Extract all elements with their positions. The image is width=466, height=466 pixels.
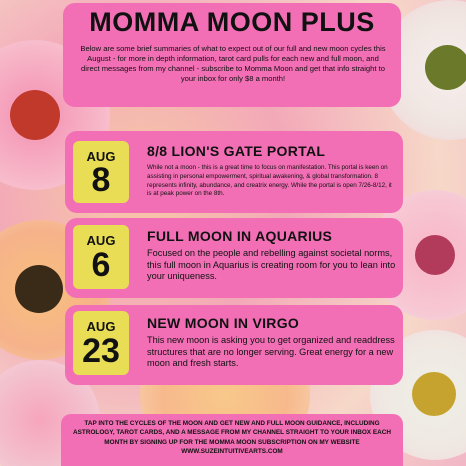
footer-text: [67, 419, 397, 457]
date-badge: [73, 141, 129, 203]
event-description: While not a moon - this is a great time to focus on manifestation. This portal is keen on assisting in personal empowerment, spiritual awakening, & global transformation. 8 represents infinity, abundance, and creatrix energy. While the portal is open 7/26-8/12, it is at peak power on the 8th.: [147, 164, 392, 198]
date-badge: [73, 225, 129, 289]
event-description: This new moon is asking you to get organized and readdress structures that are no longer serving. Great energy for a new moon and fresh starts.: [147, 335, 395, 369]
flower-center: [10, 90, 60, 140]
date-month: AUG: [86, 233, 116, 248]
date-day: 8: [91, 161, 111, 199]
page-title: MOMMA MOON PLUS: [89, 7, 375, 37]
date-badge: [73, 311, 129, 375]
date-month: AUG: [86, 149, 116, 164]
flower-center: [415, 235, 455, 275]
flower-center: [15, 265, 63, 313]
event-card-full-moon: [65, 218, 403, 298]
website-link[interactable]: WWW.SUZEINTUITIVEARTS.COM: [181, 448, 283, 456]
footer-message: TAP INTO THE CYCLES OF THE MOON AND GET NEW AND FULL MOON GUIDANCE, INCLUDING ASTROLOGY, TAROT CARDS, AND A MESSAGE FROM MY CHANNEL STRAIGHT TO YOUR INBOX EACH MONTH BY SIGNING UP FOR THE MOMMA MOON SUBSCRIPTION ON MY WEBSITE: [73, 420, 391, 446]
date-month: AUG: [86, 319, 116, 334]
event-card-new-moon: [65, 305, 403, 385]
flower-center: [425, 45, 466, 90]
event-title: FULL MOON IN AQUARIUS: [147, 228, 333, 244]
flower-center: [412, 372, 456, 416]
event-title: 8/8 LION'S GATE PORTAL: [147, 143, 326, 159]
event-card-lions-gate: [65, 131, 403, 213]
event-description: Focused on the people and rebelling against societal norms, this full moon in Aquarius is creating room for you to lean into your uniqueness.: [147, 248, 396, 282]
header-card: [63, 3, 401, 107]
footer-card: [61, 414, 403, 466]
event-title: NEW MOON IN VIRGO: [147, 315, 300, 331]
date-day: 23: [82, 332, 120, 370]
date-day: 6: [91, 246, 111, 284]
intro-text: Below are some brief summaries of what to expect out of our full and new moon cycles this August - for more in depth information, tarot card pulls for each new and full moon, and direct messages from my channel - subscribe to Momma Moon and get that info straight to your inbox for only $8 a month!: [80, 44, 386, 83]
